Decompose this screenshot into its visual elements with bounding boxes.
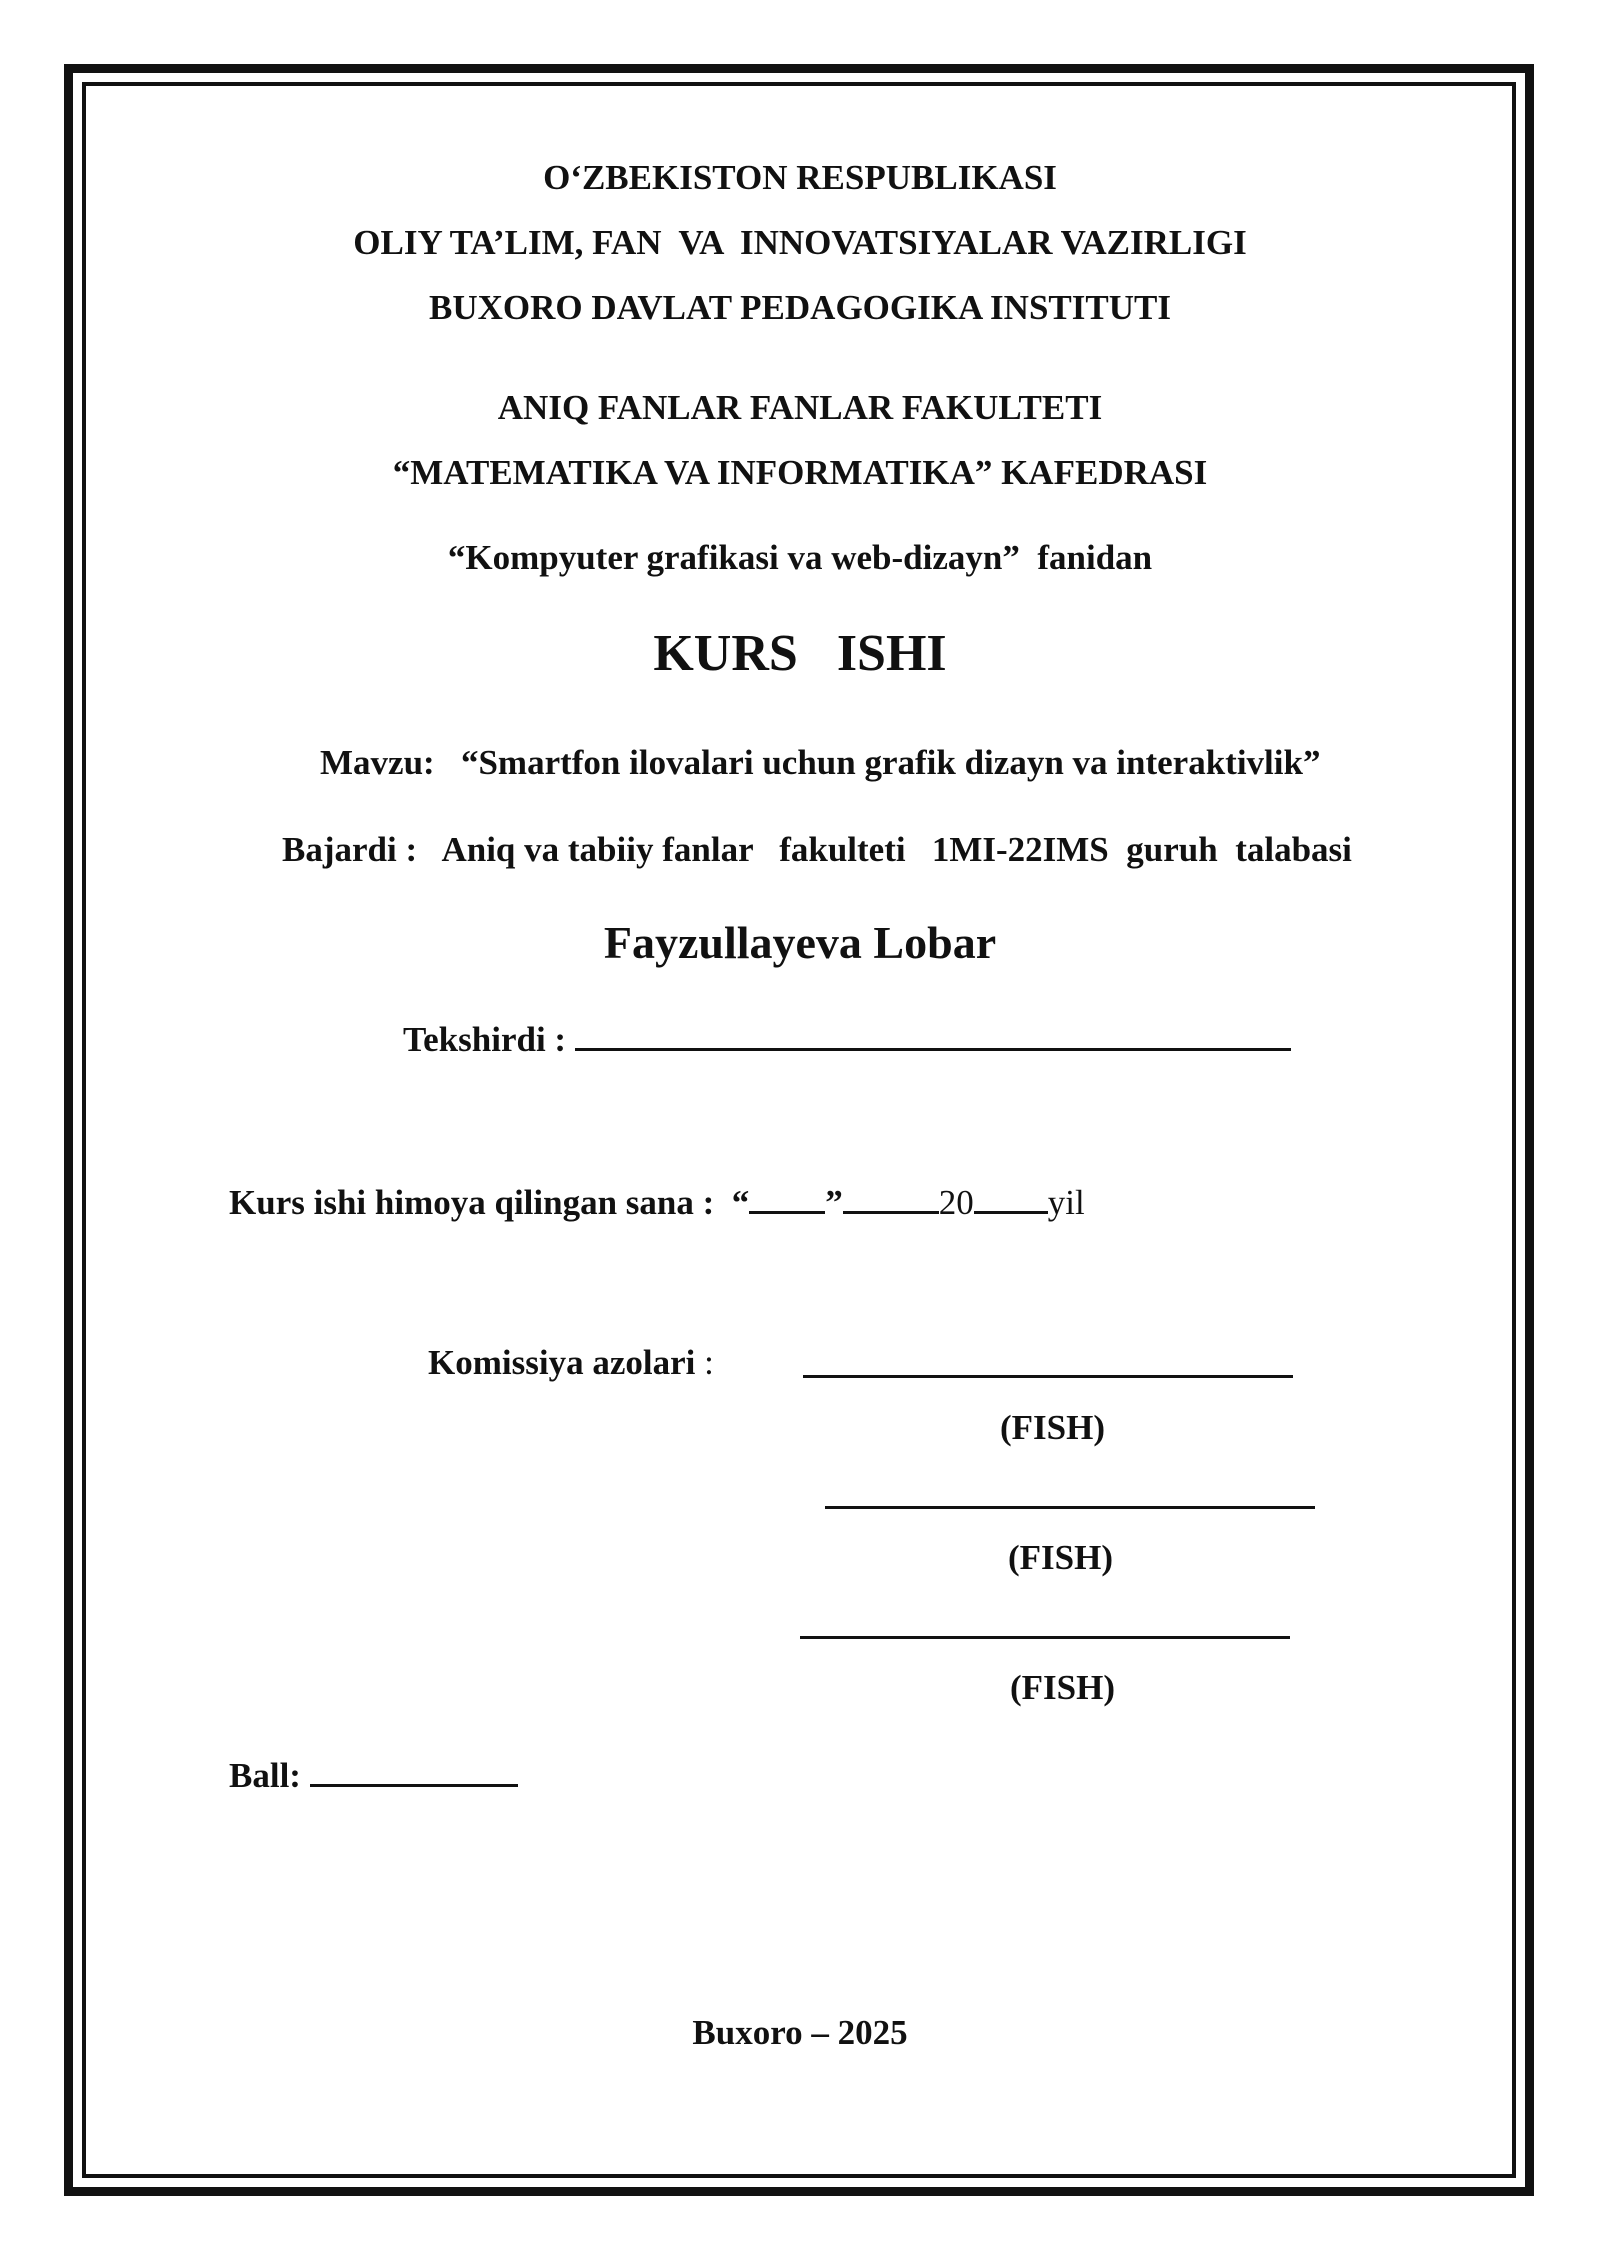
faculty-heading: ANIQ FANLAR FANLAR FAKULTETI — [497, 388, 1103, 427]
ministry-heading: OLIY TA’LIM, FAN VA INNOVATSIYALAR VAZIRLIGI — [353, 223, 1247, 262]
year-suffix: yil — [1047, 1183, 1085, 1222]
defense-date-label: Kurs ishi himoya qilingan sana : — [229, 1183, 715, 1222]
performer-row — [282, 832, 1352, 867]
score-row — [229, 1758, 518, 1793]
year-blank — [974, 1211, 1048, 1214]
institute-heading: BUXORO DAVLAT PEDAGOGIKA INSTITUTI — [429, 288, 1171, 327]
month-blank — [843, 1211, 939, 1214]
year-prefix: 20 — [938, 1183, 974, 1222]
day-blank — [749, 1211, 825, 1214]
commission-signature-line-1 — [803, 1375, 1293, 1378]
commission-caption-3: (FISH) — [1010, 1668, 1115, 1707]
performer-label: Bajardi : — [282, 830, 418, 869]
country-heading: O‘ZBEKISTON RESPUBLIKASI — [543, 158, 1057, 197]
checker-label: Tekshirdi : — [403, 1020, 567, 1059]
topic-value: “Smartfon ilovalari uchun grafik dizayn va interaktivlik” — [460, 743, 1321, 782]
commission-caption-2: (FISH) — [1008, 1538, 1113, 1577]
open-quote: “ — [731, 1183, 750, 1222]
subject-line: “Kompyuter grafikasi va web-dizayn” fanidan — [447, 538, 1153, 577]
commission-signature-line-2 — [825, 1506, 1315, 1509]
commission-signature-line-3 — [800, 1636, 1290, 1639]
close-quote: ” — [825, 1183, 843, 1222]
checker-signature-blank — [575, 1048, 1291, 1051]
defense-date-row — [229, 1185, 1085, 1220]
department-heading: “MATEMATIKA VA INFORMATIKA” KAFEDRASI — [392, 453, 1208, 492]
performer-value: Aniq va tabiiy fanlar fakulteti 1MI-22IMS guruh talabasi — [441, 830, 1352, 869]
score-label: Ball: — [229, 1756, 301, 1795]
commission-caption-1: (FISH) — [1000, 1408, 1105, 1447]
checker-row — [403, 1022, 1291, 1057]
footer-city-year: Buxoro – 2025 — [692, 2013, 908, 2052]
score-blank — [310, 1784, 518, 1787]
topic-row — [320, 745, 1320, 780]
commission-colon: : — [704, 1343, 714, 1382]
document-title: KURS ISHI — [653, 625, 947, 682]
student-name: Fayzullayeva Lobar — [603, 917, 997, 968]
commission-label-row — [428, 1345, 714, 1380]
topic-label: Mavzu: — [320, 743, 435, 782]
commission-label: Komissiya azolari — [428, 1343, 696, 1382]
